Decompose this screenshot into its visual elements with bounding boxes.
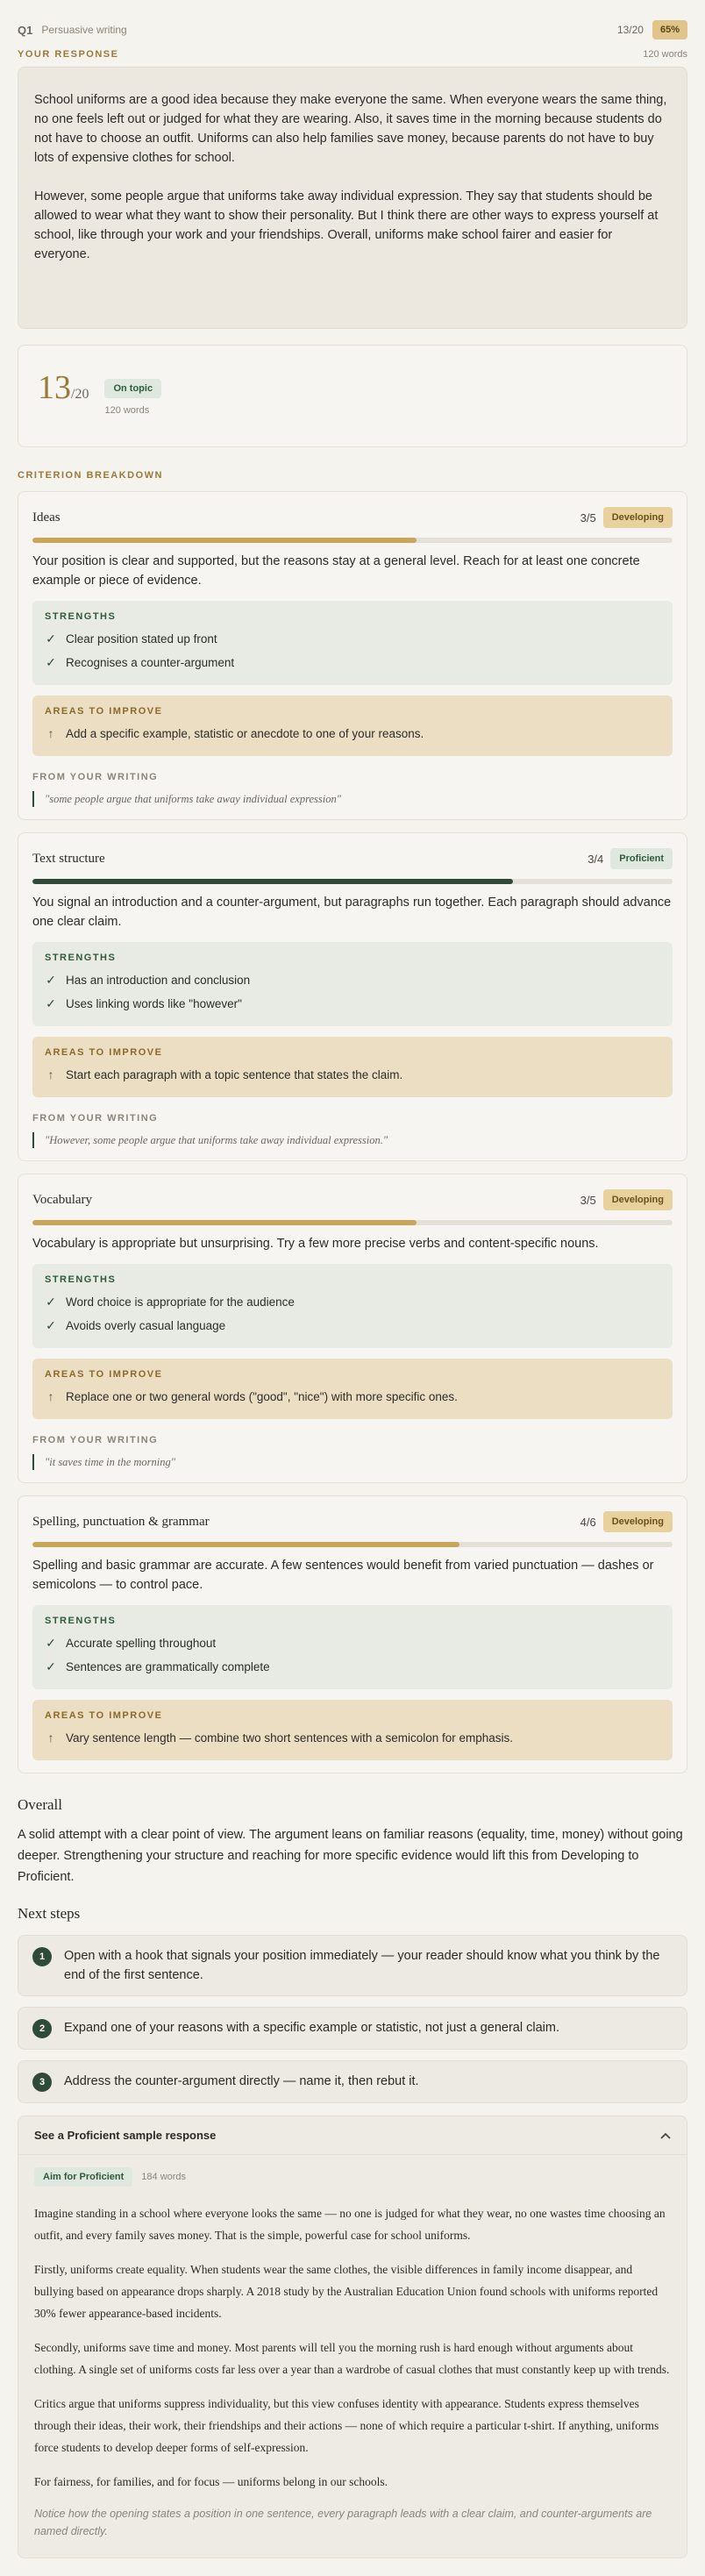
progress-fill [32, 1220, 417, 1225]
strength-text: Recognises a counter-argument [66, 656, 235, 669]
from-writing-label: FROM YOUR WRITING [32, 1435, 159, 1445]
sample-paragraph: Imagine standing in a school where everyone looks the same — no one is judged for what they wear, no one wastes time choosing an outfit, and every family saves money. That is the simple, powerful case for school uniforms. [34, 2207, 666, 2242]
question-title: Persuasive writing [41, 24, 127, 36]
check-icon: ✓ [46, 655, 56, 669]
check-icon: ✓ [46, 996, 56, 1010]
criterion-score: 3/5 [580, 510, 596, 524]
step-text: Address the counter-argument directly — name it, then rebut it. [64, 2074, 419, 2088]
next-steps-list [18, 1935, 687, 2103]
improve-label: AREAS TO IMPROVE [45, 706, 163, 717]
criterion-card [18, 491, 687, 820]
step-number: 2 [32, 2019, 52, 2038]
question-number: Q1 [18, 23, 33, 37]
sample-word-count: 184 words [141, 2172, 187, 2182]
check-icon: ✓ [46, 973, 56, 987]
step-number: 3 [32, 2073, 52, 2092]
strengths-label: STRENGTHS [45, 611, 117, 622]
arrow-up-icon: ↑ [47, 726, 54, 740]
check-icon: ✓ [46, 1318, 56, 1332]
strength-text: Accurate spelling throughout [66, 1637, 217, 1650]
strength-item [45, 651, 660, 674]
writing-quote: "However, some people argue that uniforms take away individual expression." [32, 1132, 673, 1148]
check-icon: ✓ [46, 1636, 56, 1650]
percent-badge: 65% [652, 20, 687, 39]
step-text: Open with a hook that signals your position immediately — your reader should know what you think by the end of the first sentence. [64, 1949, 660, 1982]
sample-paragraph: Secondly, uniforms save time and money. Most parents will tell you the morning rush is hard enough without arguments about clothing. A single set of uniforms costs far less over a year than a wardrobe of casual clothes that must constantly keep up with trends. [34, 2341, 670, 2376]
strength-text: Avoids overly casual language [66, 1319, 226, 1332]
strengths-box [32, 601, 673, 685]
big-score [38, 370, 89, 412]
criterion-name: Spelling, punctuation & grammar [32, 1514, 210, 1529]
next-step-item [18, 1935, 687, 1996]
next-step-item [18, 2007, 687, 2050]
chevron-up-icon[interactable] [660, 2130, 671, 2142]
progress-fill [32, 1542, 459, 1547]
progress-fill [32, 538, 417, 543]
score-denominator: /20 [71, 387, 89, 402]
sample-paragraph: Critics argue that uniforms suppress individuality, but this view confuses identity with appearance. Students express themselves through their ideas, their work, their friendships and their actions — none of which require a particular t-shirt. If anything, uniforms force students to develop deeper forms of self-expression. [34, 2397, 659, 2454]
criterion-description: Spelling and basic grammar are accurate. A few sentences would benefit from varied punctuation — dashes or semicolons — to control pace. [32, 1559, 654, 1592]
improve-item [45, 722, 660, 746]
criterion-card [18, 1495, 687, 1773]
check-icon: ✓ [46, 1659, 56, 1673]
next-step-item [18, 2060, 687, 2103]
from-writing-label: FROM YOUR WRITING [32, 1113, 159, 1124]
improve-label: AREAS TO IMPROVE [45, 1369, 163, 1380]
level-badge: Proficient [610, 848, 673, 869]
response-header [18, 49, 687, 60]
strength-text: Clear position stated up front [66, 632, 217, 646]
overall-text: A solid attempt with a clear point of view. The argument leans on familiar reasons (equality, time, money) without going deeper. Strengthening your structure and reaching for more specific evidence would lift this from Developing to Proficient. [18, 1828, 683, 1884]
total-score: 13/20 [616, 24, 644, 36]
improve-text: Start each paragraph with a topic sentence that states the claim. [66, 1068, 403, 1081]
strength-item [45, 1290, 660, 1314]
criterion-score: 4/6 [580, 1515, 596, 1529]
sample-response-card [18, 2116, 687, 2558]
response-label: YOUR RESPONSE [18, 49, 119, 60]
score-value: 13 [38, 369, 71, 406]
criterion-progress-bar [32, 1220, 673, 1225]
improve-text: Vary sentence length — combine two short sentences with a semicolon for emphasis. [66, 1731, 514, 1745]
improve-box [32, 1037, 673, 1097]
criterion-progress-bar [32, 879, 673, 884]
arrow-up-icon: ↑ [47, 1389, 54, 1403]
criterion-name: Vocabulary [32, 1192, 93, 1207]
arrow-up-icon: ↑ [47, 1067, 54, 1081]
criterion-description: Your position is clear and supported, but the reasons stay at a general level. Reach for at least one concrete example or piece of evidence. [32, 554, 640, 588]
progress-fill [32, 879, 513, 884]
next-steps-title: Next steps [18, 1905, 81, 1922]
improve-item [45, 1063, 660, 1087]
strength-item [45, 992, 660, 1016]
strength-text: Word choice is appropriate for the audience [66, 1295, 295, 1309]
improve-text: Add a specific example, statistic or anecdote to one of your reasons. [66, 727, 424, 740]
improve-item [45, 1726, 660, 1750]
strength-item [45, 1655, 660, 1679]
strengths-label: STRENGTHS [45, 953, 117, 963]
strength-item [45, 968, 660, 992]
response-word-count: 120 words [643, 49, 687, 60]
score-card [18, 345, 687, 447]
criterion-score: 3/4 [588, 852, 604, 866]
strengths-label: STRENGTHS [45, 1274, 117, 1285]
score-word-count: 120 words [104, 405, 150, 416]
top-bar [18, 18, 687, 42]
strengths-box [32, 1605, 673, 1689]
improve-text: Replace one or two general words ("good", "nice") with more specific ones. [66, 1390, 458, 1403]
criterion-name: Text structure [32, 851, 105, 866]
strength-text: Uses linking words like "however" [66, 997, 242, 1010]
criterion-card [18, 1174, 687, 1483]
check-icon: ✓ [46, 1295, 56, 1309]
strength-text: Sentences are grammatically complete [66, 1660, 270, 1673]
sample-title: See a Proficient sample response [34, 2129, 217, 2142]
overall-title: Overall [18, 1796, 62, 1813]
improve-label: AREAS TO IMPROVE [45, 1047, 163, 1058]
improve-box [32, 696, 673, 756]
level-badge: Developing [603, 1189, 673, 1210]
aim-badge: Aim for Proficient [34, 2167, 132, 2187]
check-icon: ✓ [46, 632, 56, 646]
step-text: Expand one of your reasons with a specific example or statistic, not just a general claim. [64, 2021, 559, 2035]
strength-item [45, 1314, 660, 1338]
improve-box [32, 1700, 673, 1760]
writing-quote: "some people argue that uniforms take away individual expression" [32, 791, 673, 807]
on-topic-badge: On topic [104, 379, 161, 398]
sample-note: Notice how the opening states a position in one sentence, every paragraph leads with a clear claim, and counter-arguments are named directly. [34, 2508, 652, 2537]
criterion-progress-bar [32, 1542, 673, 1547]
strengths-box [32, 942, 673, 1026]
response-paragraph: School uniforms are a good idea because they make everyone the same. When everyone wears the same thing, no one feels left out or judged for what they are wearing. Also, it saves time in the morning because students do not have to choose an outfit. Uniforms can also help families save money, because parents do not have to buy lots of expensive clothes for school. [34, 93, 667, 165]
improve-box [32, 1359, 673, 1419]
level-badge: Developing [603, 1511, 673, 1532]
criterion-breakdown-label: CRITERION BREAKDOWN [18, 470, 163, 481]
criterion-description: Vocabulary is appropriate but unsurprising. Try a few more precise verbs and content-specific nouns. [32, 1237, 599, 1251]
arrow-up-icon: ↑ [47, 1730, 54, 1745]
sample-paragraph: For fairness, for families, and for focus — uniforms belong in our schools. [34, 2475, 388, 2488]
sample-paragraph: Firstly, uniforms create equality. When students wear the same clothes, the visible differences in family income disappear, and bullying based on appearance drops sharply. A 2018 study by the Australian Education Union found schools with uniforms reported 30% fewer appearance-based incidents. [34, 2263, 659, 2320]
strength-text: Has an introduction and conclusion [66, 974, 251, 987]
sample-toggle[interactable] [18, 2116, 687, 2155]
strength-item [45, 627, 660, 651]
strengths-label: STRENGTHS [45, 1616, 117, 1626]
criteria-list [18, 491, 687, 1773]
improve-label: AREAS TO IMPROVE [45, 1710, 163, 1721]
response-text [18, 67, 687, 329]
criterion-description: You signal an introduction and a counter-argument, but paragraphs run together. Each paragraph should advance one clear claim. [32, 896, 672, 929]
from-writing-label: FROM YOUR WRITING [32, 772, 159, 782]
level-badge: Developing [603, 507, 673, 528]
response-paragraph: However, some people argue that uniforms take away individual expression. They say that students should be allowed to wear what they want to show their personality. But I think there are other ways to express yourself at school, like through your work and your friendships. Overall, uniforms make school fairer and easier for everyone. [34, 189, 659, 261]
strength-item [45, 1631, 660, 1655]
criterion-card [18, 832, 687, 1161]
criterion-progress-bar [32, 538, 673, 543]
improve-item [45, 1385, 660, 1409]
step-number: 1 [32, 1947, 52, 1966]
strengths-box [32, 1264, 673, 1348]
writing-quote: "it saves time in the morning" [32, 1454, 673, 1470]
criterion-score: 3/5 [580, 1193, 596, 1207]
criterion-name: Ideas [32, 510, 61, 524]
